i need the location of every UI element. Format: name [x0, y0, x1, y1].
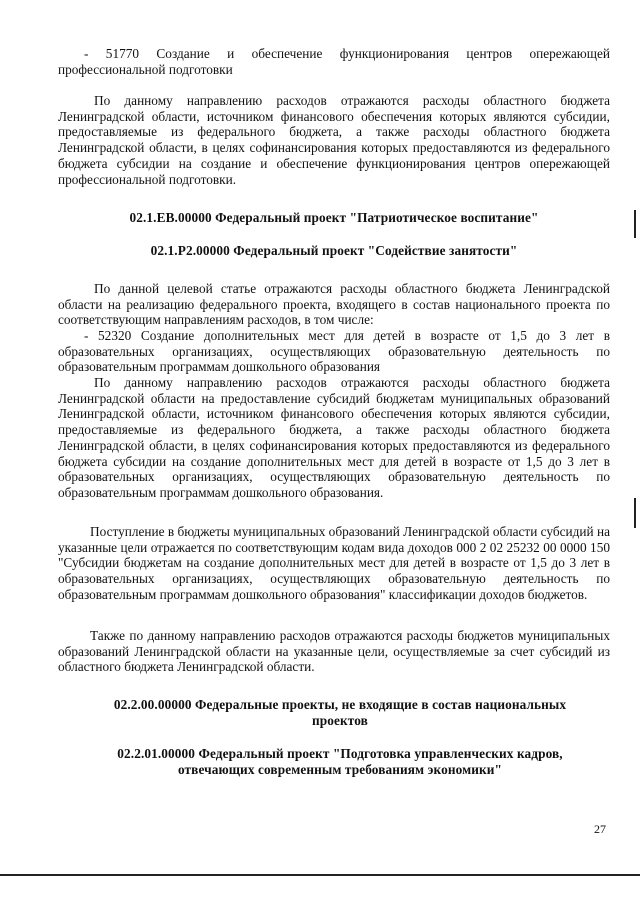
- scan-edge-mark-lower: [634, 498, 636, 528]
- heading-project-eb: 02.1.ЕВ.00000 Федеральный проект "Патриотическое воспитание": [129, 210, 539, 225]
- paragraph-municipal-expenses: Также по данному направлению расходов отражаются расходы бюджетов муниципальных образований Ленинградской области на указанные цели, осуществляемые за счет субсидий из областного бюджета Ленинградской области.: [58, 628, 610, 675]
- heading-project-p2: 02.1.Р2.00000 Федеральный проект "Содействие занятости": [150, 243, 518, 258]
- paragraph-item-52320: - 52320 Создание дополнительных мест для детей в возрасте от 1,5 до 3 лет в образовательных организациях, осуществляющих образовательную деятельность по образовательным программам дошкольного образования: [58, 328, 610, 375]
- scan-edge-mark-upper: [634, 210, 636, 238]
- scan-bottom-border: [0, 874, 640, 876]
- paragraph-municipal-receipts: Поступление в бюджеты муниципальных образований Ленинградской области субсидий на указанные цели отражается по соответствующим кодам вида доходов 000 2 02 25232 00 0000 150 "Субсидии бюджетам на создание дополнительных мест для детей в возрасте от 1,5 до 3 лет в образовательных организациях, осуществляющих образовательную деятельность по образовательным программам дошкольного образования" классификации доходов бюджетов.: [58, 524, 610, 602]
- page-number: 27: [594, 822, 606, 836]
- paragraph-target-article: По данной целевой статье отражаются расходы областного бюджета Ленинградской области на реализацию федерального проекта, входящего в состав национального проекта по соответствующим направлениям расходов, в том числе:: [58, 281, 610, 328]
- paragraph-direction-51770: По данному направлению расходов отражаются расходы областного бюджета Ленинградской области, источником финансового обеспечения которых являются субсидии, предоставляемые из федерального бюджета, а также расходы областного бюджета Ленинградской области, в целях софинансирования которых предоставляются из федерального бюджета субсидии на создание и обеспечение функционирования центров опережающей профессиональной подготовки.: [58, 93, 610, 187]
- paragraph-item-51770: - 51770 Создание и обеспечение функционирования центров опережающей профессиональной подготовки: [58, 46, 610, 77]
- heading-project-management-training: 02.2.01.00000 Федеральный проект "Подготовка управленческих кадров, отвечающих современным требованиям экономики": [117, 746, 563, 777]
- heading-federal-projects-non-national: 02.2.00.00000 Федеральные проекты, не входящие в состав национальных проектов: [113, 697, 567, 728]
- paragraph-direction-52320: По данному направлению расходов отражаются расходы областного бюджета Ленинградской области на предоставление субсидий бюджетам муниципальных образований Ленинградской области, источником финансового обеспечения которых являются субсидии, предоставляемые из федерального бюджета, а также расходы областного бюджета Ленинградской области, в целях софинансирования которых предоставляются из федерального бюджета субсидии на создание дополнительных мест для детей в возрасте от 1,5 до 3 лет в образовательных организациях, осуществляющих образовательную деятельность по образовательным программам дошкольного образования.: [58, 375, 610, 500]
